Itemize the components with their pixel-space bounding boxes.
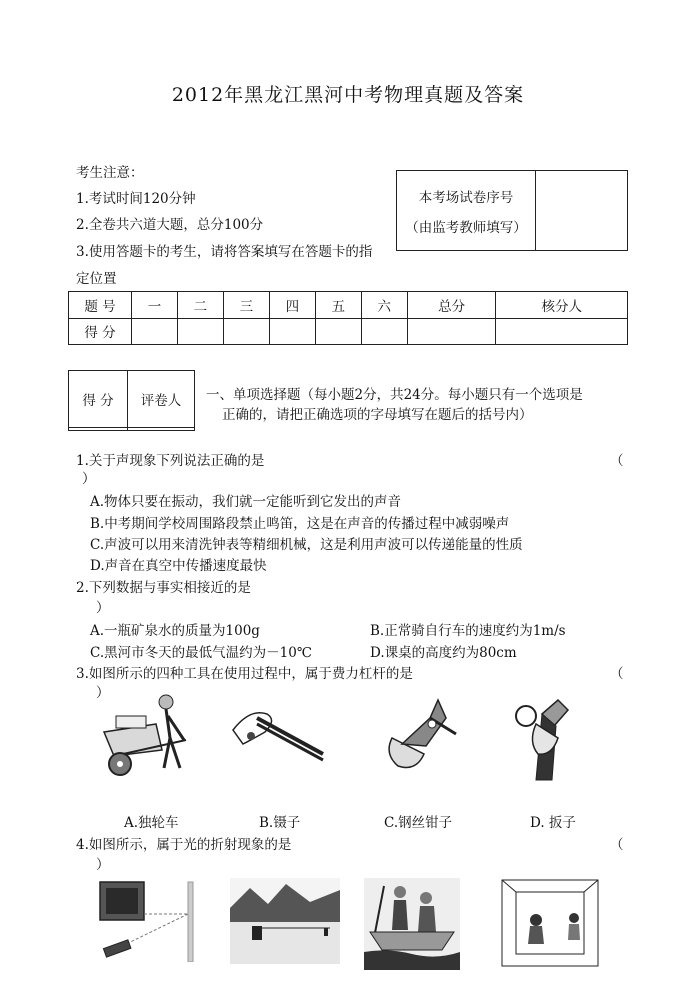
grader-name-field[interactable] xyxy=(128,428,195,431)
score-cell[interactable] xyxy=(361,318,407,345)
score-table-header: 四 xyxy=(269,292,315,319)
q3-answer-paren-close: ） xyxy=(96,685,110,701)
q2-option-a: A.一瓶矿泉水的质量为100g xyxy=(90,623,260,639)
notice-item: 2.全卷共六道大题，总分100分 xyxy=(76,217,264,233)
seat-number-field[interactable] xyxy=(536,171,628,251)
tweezers-illustration xyxy=(225,700,335,770)
score-table xyxy=(68,291,628,345)
q1-option-b: B.中考期间学校周围路段禁止鸣笛，这是在声音的传播过程中减弱噪声 xyxy=(90,516,510,532)
wire-pliers-illustration xyxy=(372,694,464,776)
q4-answer-paren-close: ） xyxy=(96,857,110,873)
tv-remote-illustration xyxy=(96,878,204,962)
q1-answer-paren-open[interactable]: （ xyxy=(610,453,624,469)
score-cell[interactable] xyxy=(223,318,269,345)
notice-item: 1.考试时间120分钟 xyxy=(76,191,196,207)
grader-label: 评卷人 xyxy=(128,371,195,428)
score-table-header: 六 xyxy=(361,292,407,319)
notice-item: 3.使用答题卡的考生，请将答案填写在答题卡的指 xyxy=(76,244,373,260)
q2-answer-paren-close: ） xyxy=(96,600,110,616)
wheelbarrow-illustration xyxy=(96,690,200,780)
score-cell[interactable] xyxy=(407,318,496,345)
score-cell[interactable] xyxy=(269,318,315,345)
grader-score-label: 得 分 xyxy=(69,371,128,428)
section1-line1: 一、单项选择题（每小题2分，共24分。每小题只有一个选项是 xyxy=(206,387,583,403)
q2-option-b: B.正常骑自行车的速度约为1m/s xyxy=(370,623,566,639)
score-table-header: 一 xyxy=(132,292,178,319)
fishing-boat-illustration xyxy=(364,878,460,970)
score-cell[interactable] xyxy=(132,318,178,345)
section1-line2: 正确的，请把正确选项的字母填写在题后的括号内） xyxy=(222,407,533,423)
seat-number-box xyxy=(396,170,628,251)
q1-answer-paren-close: ） xyxy=(82,471,96,487)
page-title: 2012年黑龙江黑河中考物理真题及答案 xyxy=(171,84,525,106)
notice-item: 定位置 xyxy=(76,271,117,287)
q2-option-c: C.黑河市冬天的最低气温约为－10℃ xyxy=(90,645,312,661)
mirror-children-illustration xyxy=(500,878,600,968)
q2-stem: 2.下列数据与事实相接近的是 xyxy=(76,580,251,596)
score-table-header: 三 xyxy=(223,292,269,319)
q3-caption-b: B.镊子 xyxy=(259,815,301,831)
score-row-label: 得 分 xyxy=(69,318,132,345)
q3-caption-c: C.钢丝钳子 xyxy=(384,815,453,831)
q3-caption-d: D. 扳子 xyxy=(530,815,576,831)
score-table-header: 二 xyxy=(177,292,223,319)
q4-stem: 4.如图所示，属于光的折射现象的是 xyxy=(76,837,292,853)
score-cell[interactable] xyxy=(496,318,628,345)
q3-caption-a: A.独轮车 xyxy=(124,815,179,831)
seat-box-line2: （由监考教师填写） xyxy=(405,219,527,236)
score-table-header: 核分人 xyxy=(496,292,628,319)
score-table-header: 总分 xyxy=(407,292,496,319)
score-table-score-row xyxy=(69,318,628,345)
q1-option-a: A.物体只要在振动，我们就一定能听到它发出的声音 xyxy=(90,494,402,510)
score-cell[interactable] xyxy=(177,318,223,345)
q2-option-d: D.课桌的高度约为80cm xyxy=(370,645,517,661)
q4-answer-paren-open[interactable]: （ xyxy=(610,837,624,853)
q3-answer-paren-open[interactable]: （ xyxy=(610,666,624,682)
wrench-illustration xyxy=(502,694,592,782)
q1-option-c: C.声波可以用来清洗钟表等精细机械，这是利用声波可以传递能量的性质 xyxy=(90,537,523,553)
lake-reflection-illustration xyxy=(230,878,340,964)
q1-option-d: D.声音在真空中传播速度最快 xyxy=(90,558,267,574)
score-table-header: 题 号 xyxy=(69,292,132,319)
grader-score-field[interactable] xyxy=(69,428,128,431)
q1-stem: 1.关于声现象下列说法正确的是 xyxy=(76,453,265,469)
grader-box xyxy=(68,370,195,431)
score-cell[interactable] xyxy=(315,318,361,345)
q3-stem: 3.如图所示的四种工具在使用过程中，属于费力杠杆的是 xyxy=(76,666,413,682)
notice-heading: 考生注意： xyxy=(76,165,144,181)
seat-box-line1: 本考场试卷序号 xyxy=(418,189,514,206)
score-table-header-row xyxy=(69,292,628,319)
score-table-header: 五 xyxy=(315,292,361,319)
